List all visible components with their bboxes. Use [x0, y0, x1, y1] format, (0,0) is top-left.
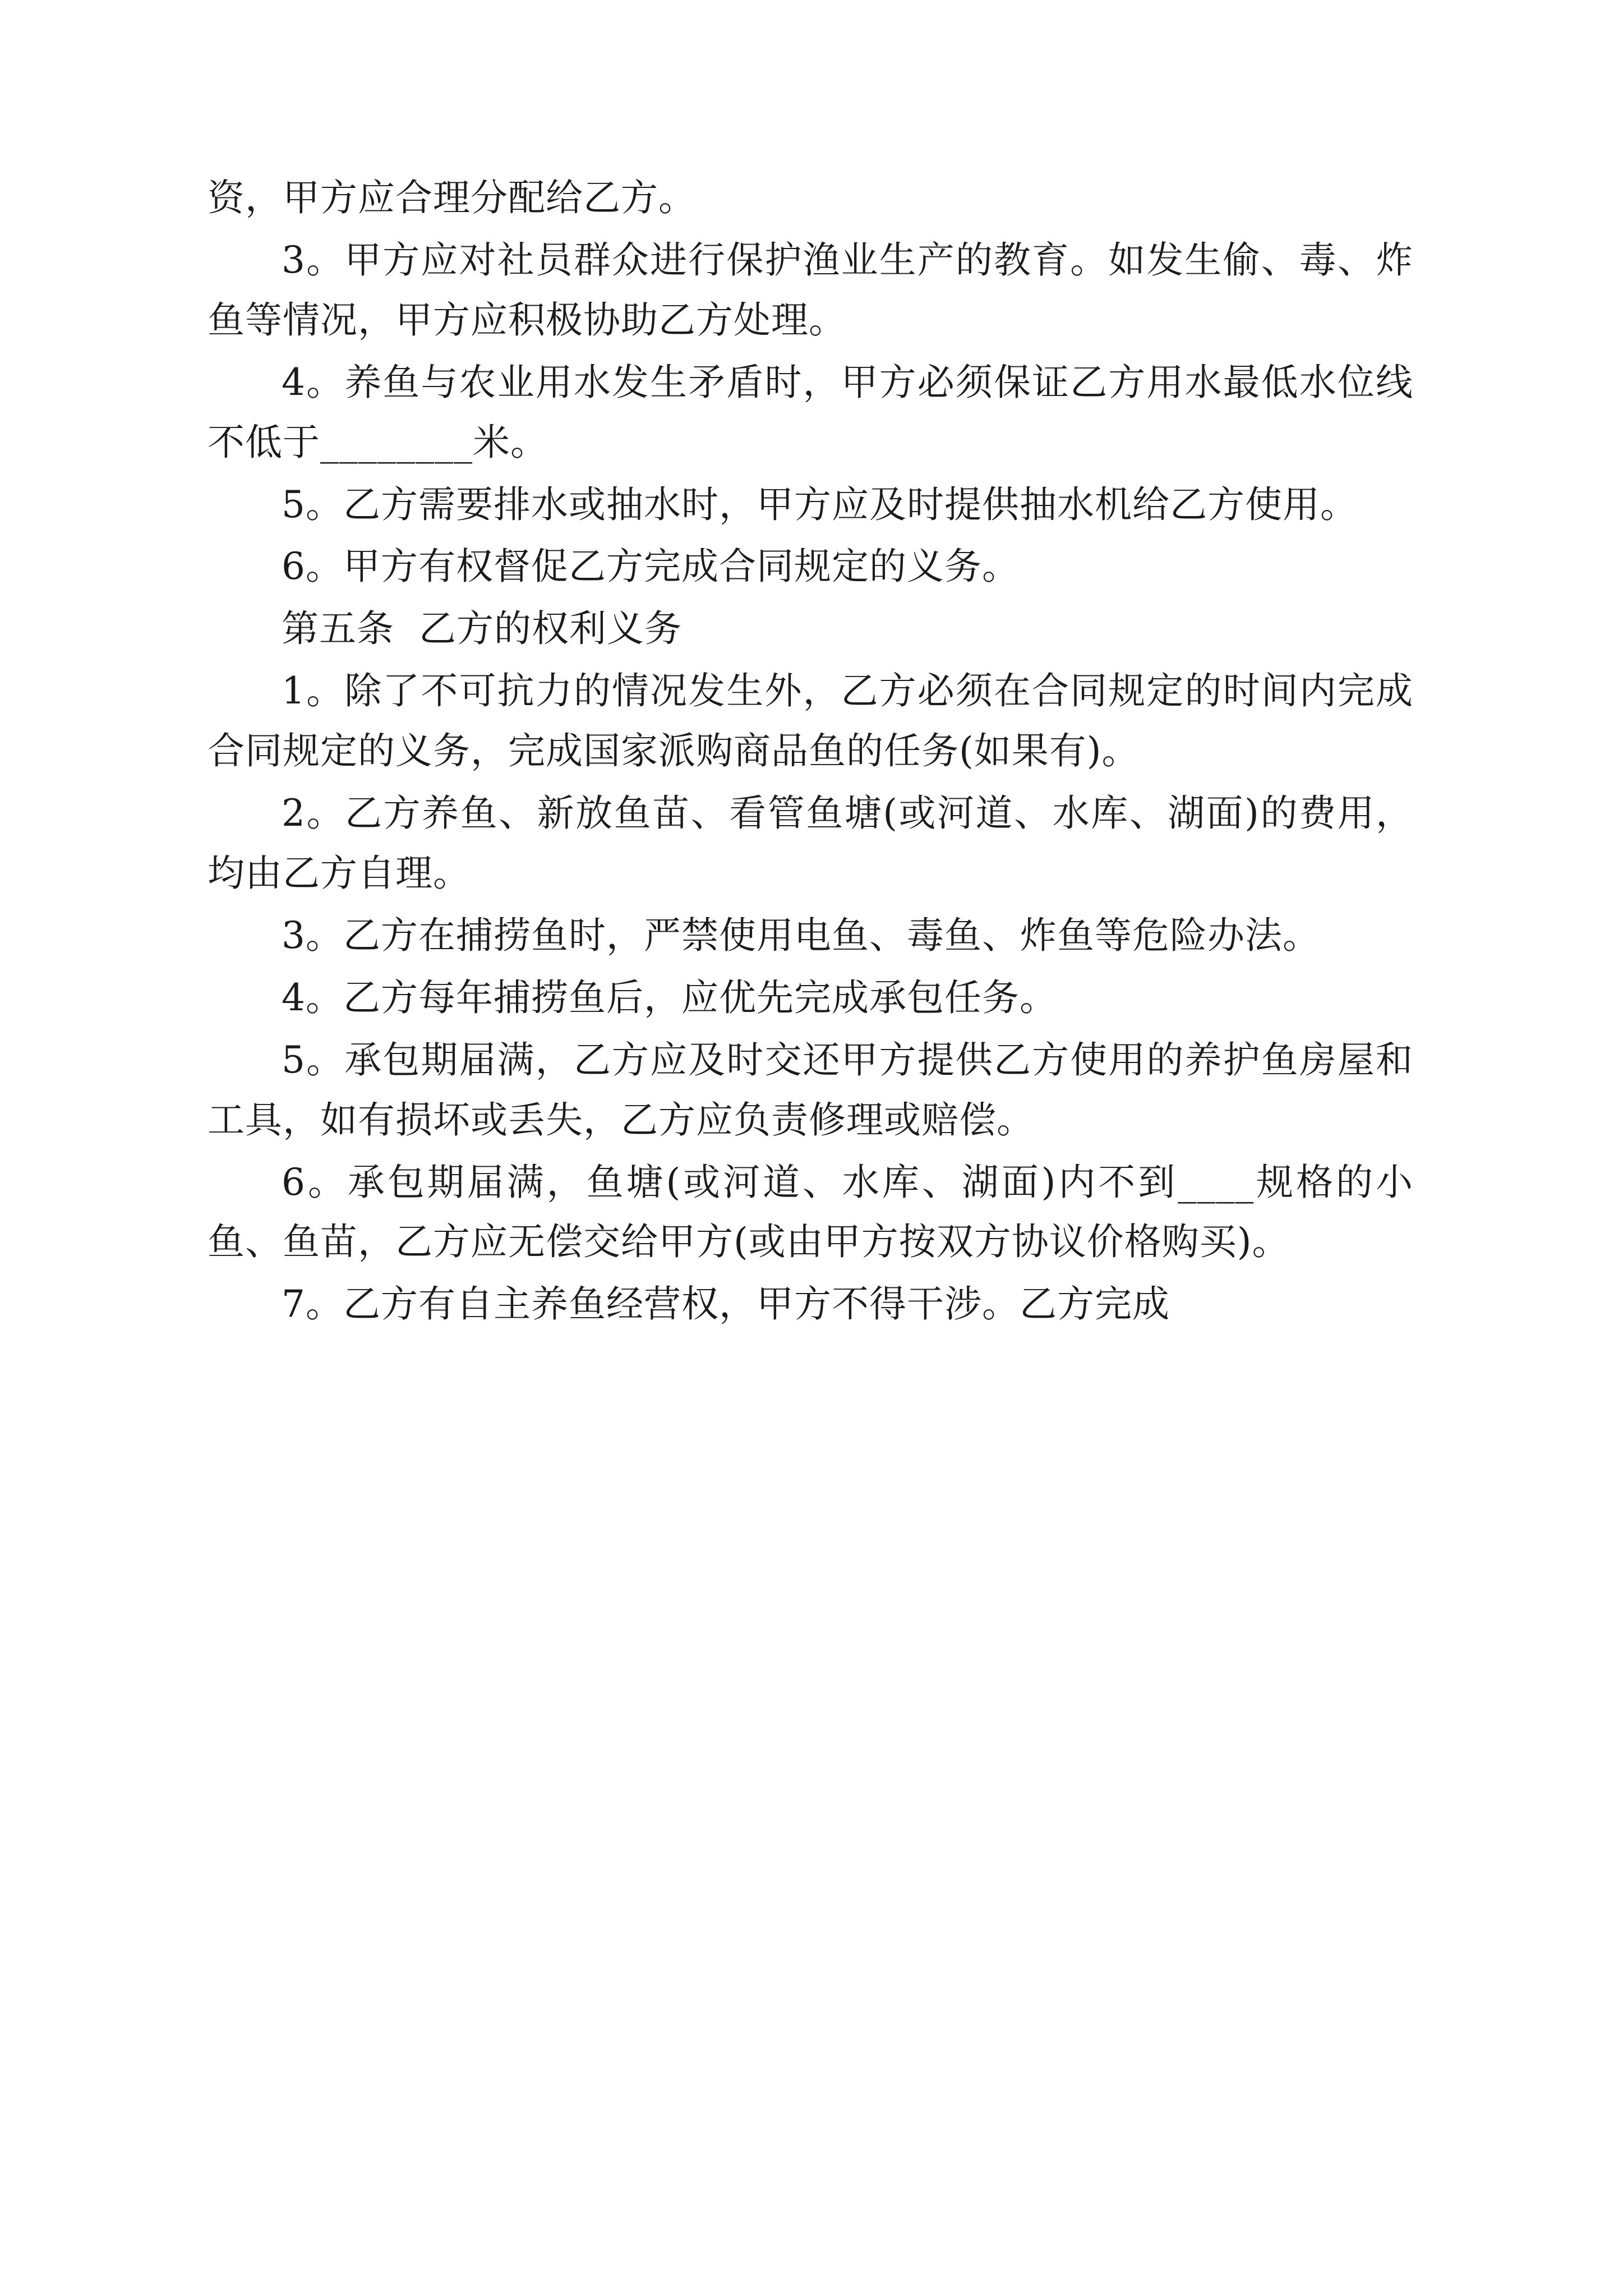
- paragraph: 5。乙方需要排水或抽水时，甲方应及时提供抽水机给乙方使用。: [282, 482, 1358, 526]
- paragraph: 2。乙方养鱼、新放鱼苗、看管鱼塘(或河道、水库、湖面)的费用，均由乙方自理。: [208, 792, 1413, 895]
- document-body: [208, 168, 1413, 1337]
- paragraph: 资，甲方应合理分配给乙方。: [208, 176, 696, 219]
- paragraph: 4。养鱼与农业用水发生矛盾时，甲方必须保证乙方用水最低水位线不低于________米。: [208, 360, 1413, 464]
- paragraph: 5。承包期届满，乙方应及时交还甲方提供乙方使用的养护鱼房屋和工具，如有损坏或丢失，乙方应负责修理或赔偿。: [208, 1038, 1413, 1142]
- paragraph: 3。甲方应对社员群众进行保护渔业生产的教育。如发生偷、毒、炸鱼等情况，甲方应积极协助乙方处理。: [208, 238, 1413, 342]
- paragraph: 6。甲方有权督促乙方完成合同规定的义务。: [282, 545, 1020, 588]
- paragraph: 7。乙方有自主养鱼经营权，甲方不得干涉。乙方完成: [282, 1282, 1170, 1326]
- paragraph: 3。乙方在捕捞鱼时，严禁使用电鱼、毒鱼、炸鱼等危险办法。: [282, 913, 1320, 957]
- paragraph: 1。除了不可抗力的情况发生外，乙方必须在合同规定的时间内完成合同规定的义务，完成国家派购商品鱼的任务(如果有)。: [208, 669, 1413, 773]
- section-heading: 第五条 乙方的权利义务: [282, 607, 682, 651]
- paragraph: 6。承包期届满，鱼塘(或河道、水库、湖面)内不到____规格的小鱼、鱼苗，乙方应无偿交给甲方(或由甲方按双方协议价格购买)。: [208, 1160, 1413, 1264]
- paragraph: 4。乙方每年捕捞鱼后，应优先完成承包任务。: [282, 976, 1057, 1019]
